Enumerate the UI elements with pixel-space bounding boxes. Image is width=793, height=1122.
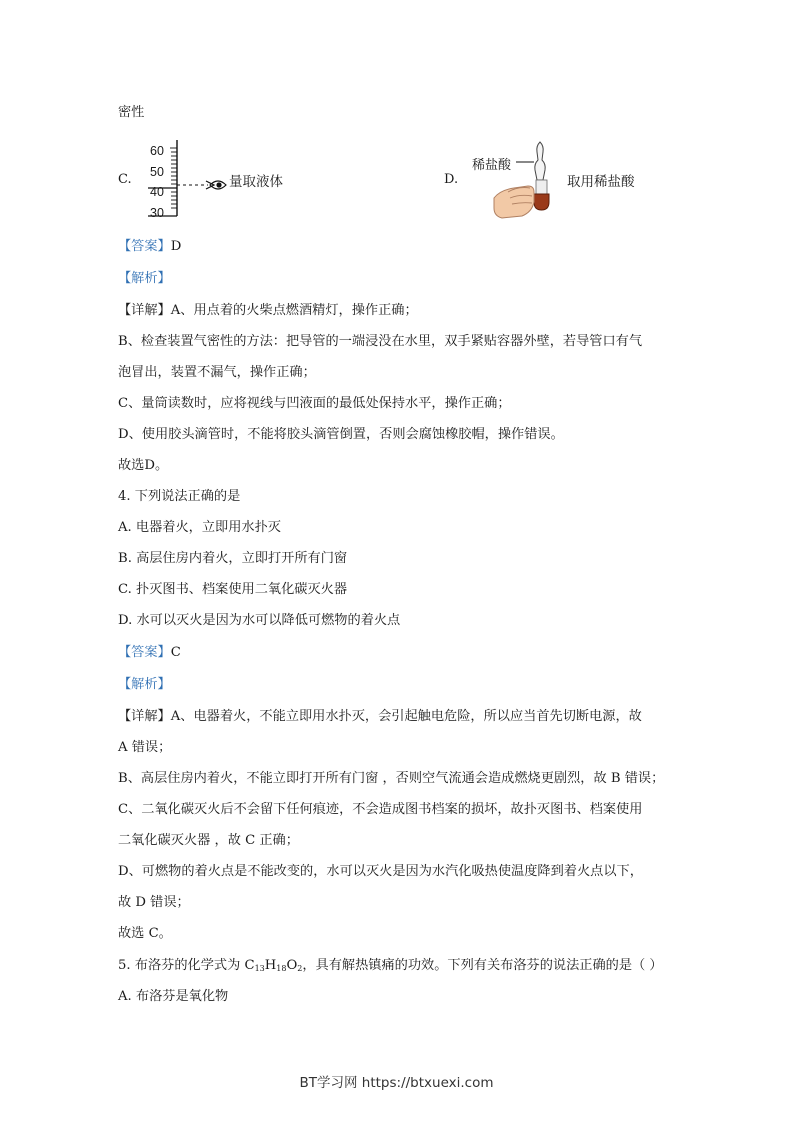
q4-detail-line: A 错误； (118, 740, 172, 755)
q4-detail-line: 故 D 错误； (118, 895, 190, 910)
q4-detail-line: B、高层住房内着火，不能立即打开所有门窗 ，否则空气流通会造成燃烧更剧烈，故 B 错误； (118, 771, 665, 786)
scale-tick-label: 50 (150, 164, 164, 179)
q3-detail-text: A、用点着的火柴点燃酒精灯，操作正确； (170, 303, 418, 318)
q4-stem: 4. 下列说法正确的是 (118, 489, 241, 504)
q4-detail-line: C、二氧化碳灭火后不会留下任何痕迹，不会造成图书档案的损坏，故扑灭图书、档案使用 (118, 802, 643, 817)
q5-stem-text: ，具有解热镇痛的功效。下列有关布洛芬的说法正确的是（ ） (302, 958, 663, 973)
q4-option-d: D. 水可以灭火是因为水可以降低可燃物的着火点 (118, 613, 401, 628)
formula-subscript: 13 (254, 964, 265, 973)
q3-detail-line: C、量筒读数时，应将视线与凹液面的最低处保持水平，操作正确； (118, 396, 511, 411)
option-d-label: D. (444, 172, 459, 187)
q4-answer (118, 644, 181, 662)
q4-detail-line (118, 708, 642, 726)
q3-detail-line: B、检查装置气密性的方法：把导管的一端浸没在水里，双手紧贴容器外壁，若导管口有气 (118, 334, 642, 349)
q4-option-b: B. 高层住房内着火，立即打开所有门窗 (118, 551, 348, 566)
scale-tick-label: 30 (150, 205, 164, 220)
formula-subscript: 18 (276, 964, 287, 973)
cylinder-scale (150, 141, 164, 223)
q5-stem-text: 5. 布洛芬的化学式为 C (118, 958, 255, 973)
detail-tag: 【详解】 (118, 709, 171, 724)
scale-tick-label: 40 (150, 185, 164, 199)
q4-detail-line: 二氧化碳灭火器 ，故 C 正确； (118, 833, 299, 848)
q4-answer-value: C (170, 645, 181, 660)
q3-answer-value: D (170, 239, 182, 254)
q3-answer (118, 238, 181, 256)
scale-tick-label: 60 (150, 144, 164, 158)
option-c-caption: 量取液体 (229, 174, 283, 190)
formula-element: O (286, 958, 298, 973)
reagent-label: 稀盐酸 (472, 157, 512, 172)
q3-detail-line: 泡冒出，装置不漏气，操作正确； (118, 365, 316, 380)
dropper-hand-figure (488, 136, 560, 222)
formula-element: H (264, 958, 277, 973)
continued-text: 密性 (118, 105, 145, 120)
q3-conclusion: 故选D。 (118, 458, 169, 473)
q4-conclusion: 故选 C。 (118, 926, 172, 941)
q5-stem (118, 957, 663, 978)
formula-subscript: 2 (297, 964, 303, 973)
q4-detail-text: A、电器着火，不能立即用水扑灭，会引起触电危险，所以应当首先切断电源，故 (170, 709, 642, 724)
q4-analysis-tag: 【解析】 (118, 677, 171, 692)
option-d-caption: 取用稀盐酸 (567, 174, 635, 190)
answer-tag: 【答案】 (118, 645, 171, 660)
page-footer: BT学习网 https://btxuexi.com (299, 1075, 494, 1091)
detail-tag: 【详解】 (118, 303, 171, 318)
q5-option-a: A. 布洛芬是氧化物 (118, 989, 229, 1004)
q4-detail-line: D、可燃物的着火点是不能改变的，水可以灭火是因为水汽化吸热使温度降到着火点以下， (118, 864, 643, 879)
q3-analysis-tag: 【解析】 (118, 271, 171, 286)
answer-tag: 【答案】 (118, 239, 171, 254)
q3-detail-line (118, 302, 418, 320)
q3-detail-line: D、使用胶头滴管时，不能将胶头滴管倒置，否则会腐蚀橡胶帽，操作错误。 (118, 427, 564, 442)
q4-option-a: A. 电器着火，立即用水扑灭 (118, 520, 281, 535)
option-c-label: C. (118, 172, 132, 187)
eye-icon (210, 181, 226, 189)
q4-option-c: C. 扑灭图书、档案使用二氧化碳灭火器 (118, 582, 348, 597)
